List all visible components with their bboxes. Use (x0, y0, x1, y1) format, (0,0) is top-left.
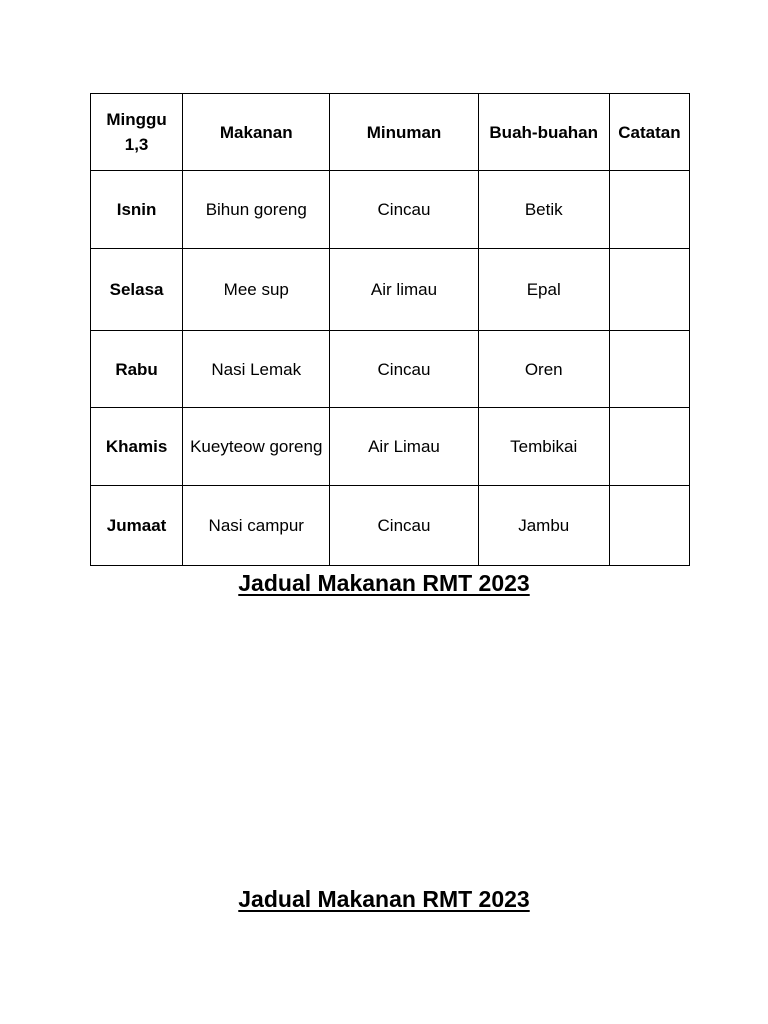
fruit-cell: Tembikai (478, 408, 609, 486)
fruit-cell: Betik (478, 171, 609, 249)
day-cell: Isnin (91, 171, 183, 249)
food-cell: Nasi campur (183, 486, 330, 566)
document-title-repeat: Jadual Makanan RMT 2023 (238, 886, 530, 912)
food-cell: Kueyteow goreng (183, 408, 330, 486)
food-cell: Mee sup (183, 249, 330, 331)
notes-cell (609, 171, 689, 249)
drink-cell: Air limau (330, 249, 478, 331)
fruit-cell: Oren (478, 331, 609, 408)
drink-cell: Air Limau (330, 408, 478, 486)
table-header-row (91, 94, 690, 171)
table-row (91, 331, 690, 408)
day-cell: Jumaat (91, 486, 183, 566)
food-cell: Nasi Lemak (183, 331, 330, 408)
notes-cell (609, 408, 689, 486)
table-row (91, 171, 690, 249)
day-cell: Selasa (91, 249, 183, 331)
header-drink: Minuman (330, 94, 478, 171)
meal-schedule-table (90, 93, 690, 566)
notes-cell (609, 249, 689, 331)
drink-cell: Cincau (330, 171, 478, 249)
notes-cell (609, 486, 689, 566)
header-food: Makanan (183, 94, 330, 171)
document-title: Jadual Makanan RMT 2023 (238, 570, 530, 596)
header-notes: Catatan (609, 94, 689, 171)
fruit-cell: Epal (478, 249, 609, 331)
food-cell: Bihun goreng (183, 171, 330, 249)
table-row (91, 486, 690, 566)
header-fruit: Buah-buahan (478, 94, 609, 171)
day-cell: Khamis (91, 408, 183, 486)
drink-cell: Cincau (330, 331, 478, 408)
drink-cell: Cincau (330, 486, 478, 566)
fruit-cell: Jambu (478, 486, 609, 566)
table-row (91, 249, 690, 331)
notes-cell (609, 331, 689, 408)
header-week: Minggu 1,3 (91, 94, 183, 171)
table-row (91, 408, 690, 486)
day-cell: Rabu (91, 331, 183, 408)
